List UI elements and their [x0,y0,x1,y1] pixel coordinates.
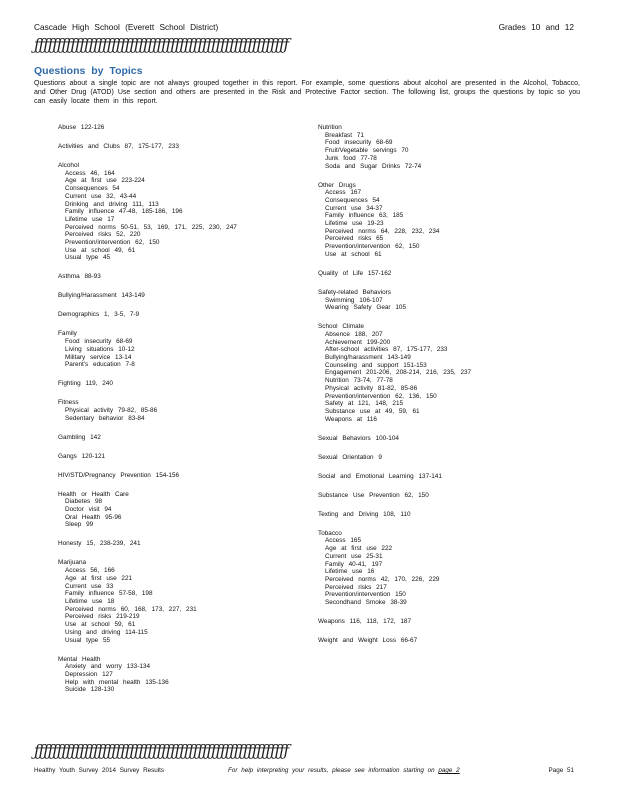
subtopic-item: Physical activity 79-82, 85-86 [65,406,158,414]
subtopic-item: Access 167 [325,189,362,197]
subtopic-item: Soda and Sugar Drinks 72-74 [325,162,422,170]
subtopic-item: Diabetes 98 [65,498,103,506]
topic-block [318,124,558,170]
subtopic-item: Consequences 54 [325,196,380,204]
topic-title: Quality of Life 157-162 [318,269,392,277]
topic-block [58,380,298,388]
subtopic-item: Perceived norms 64, 228, 232, 234 [325,227,440,235]
topic-title: Marijuana [58,559,87,567]
subtopic-item: Perceived norms 50-51, 53, 169, 171, 225, 230, 247 [65,223,237,231]
topic-block [318,323,558,423]
intro-paragraph: Questions about a single topic are not always grouped together in this report. For example, some questions about alcohol are presented in the Alcohol, Tobacco, and Other Drug (ATOD) Use section and others are presented in the Risk and Protective Factor section. The following list, groups the questions by topic so you can easily locate them in this report. [34,80,580,106]
subtopic-item: Counseling and support 151-153 [325,361,427,369]
topic-block [58,273,298,281]
subtopic-item: Lifetime use 16 [325,568,375,576]
topic-title: Fitness [58,399,79,407]
topic-title: Sexual Orientation 9 [318,453,382,461]
topic-title: Abuse 122-126 [58,124,105,131]
topic-title: Tobacco [318,529,342,537]
topic-title: Gambling 142 [58,433,101,441]
subtopic-item: Family influence 57-58, 198 [65,590,153,598]
subtopic-item: Achievement 199-200 [325,338,391,346]
subtopic-item: Access 46, 164 [65,169,115,177]
topic-title: Nutrition [318,124,342,131]
subtopic-item: Lifetime use 18 [65,597,115,605]
topic-block [318,492,558,500]
subtopic-item: Engagement 201-206, 208-214, 216, 235, 237 [325,369,472,377]
subtopic-item: Food insecurity 68-69 [65,338,133,346]
subtopic-item: Using and driving 114-115 [65,628,148,636]
subtopic-item: Sleep 99 [65,521,94,529]
subtopic-item: Help with mental health 135-136 [65,678,169,686]
topic-title: Substance Use Prevention 62, 150 [318,491,429,499]
subtopic-item: Age at first use 223-224 [65,177,145,185]
topic-block [58,399,298,422]
topic-title: Social and Emotional Learning 137-141 [318,472,442,480]
topic-block [58,472,298,480]
subtopic-item: Oral Health 95-96 [65,513,122,521]
decorative-rule-top: ƒƒƒƒƒƒƒƒƒƒƒƒƒƒƒƒƒƒƒƒƒƒƒƒƒƒƒƒƒƒƒƒƒƒƒƒƒƒƒƒƒƒƒƒƒƒƒƒƒƒƒƒƒƒƒƒ [34,36,289,54]
topic-block [58,491,298,530]
topic-block [318,270,558,278]
subtopic-item: Food insecurity 68-69 [325,139,393,147]
subtopic-item: Family influence 47-48, 185-186, 196 [65,208,183,216]
subtopic-item: Prevention/intervention 150 [325,591,406,599]
subtopic-item: Prevention/intervention 62, 150 [65,239,160,247]
topic-title: Weight and Weight Loss 66-67 [318,637,418,645]
topic-title: Demographics 1, 3-5, 7-9 [58,311,140,319]
topic-title: Bullying/Harassment 143-149 [58,292,145,300]
topic-title: Sexual Behaviors 100-104 [318,434,399,442]
topic-block [318,530,558,607]
subtopic-item: Breakfast 71 [325,131,364,139]
topic-block [318,289,558,312]
topic-block [318,511,558,519]
subtopic-item: Perceived risks 65 [325,235,384,243]
subtopic-item: Current use 33 [65,582,114,590]
subtopic-item: Access 56, 166 [65,567,115,575]
topic-block [58,143,298,151]
subtopic-item: Depression 127 [65,670,113,678]
subtopic-item: Lifetime use 17 [65,215,115,223]
subtopic-item: Perceived norms 60, 168, 173, 227, 231 [65,605,197,613]
subtopic-item: Prevention/intervention 62, 136, 150 [325,392,437,400]
subtopic-item: Sedentary behavior 83-84 [65,414,145,422]
subtopic-item: Age at first use 222 [325,545,393,553]
subtopic-item: Prevention/intervention 62, 150 [325,243,420,251]
subtopic-item: Wearing Safety Gear 105 [325,304,406,312]
topic-block [58,162,298,262]
subtopic-item: Current use 25-31 [325,552,383,560]
topic-title: Health or Health Care [58,490,129,498]
subtopic-item: Military service 13-14 [65,353,132,361]
subtopic-item: Perceived norms 42, 170, 226, 229 [325,575,440,583]
topic-block [58,434,298,442]
school-name: Cascade High School (Everett School District) [34,22,219,32]
subtopic-item: Substance use at 49, 59, 61 [325,407,420,415]
topic-title: Alcohol [58,162,79,169]
topic-block [318,473,558,481]
topic-block [318,435,558,443]
subtopic-item: Consequences 54 [65,185,120,193]
subtopic-item: Fruit/Vegetable servings 70 [325,147,409,155]
page-number: Page 51 [548,767,574,774]
topic-block [318,618,558,626]
topic-title: School Climate [318,323,364,331]
grades-label: Grades 10 and 12 [498,22,574,32]
topic-title: Gangs 120-121 [58,452,106,460]
topic-block [58,453,298,461]
subtopic-item: Access 165 [325,537,362,545]
subtopic-item: Swimming 106-107 [325,296,383,304]
topic-block [58,311,298,319]
decorative-rule-bottom: ƒƒƒƒƒƒƒƒƒƒƒƒƒƒƒƒƒƒƒƒƒƒƒƒƒƒƒƒƒƒƒƒƒƒƒƒƒƒƒƒƒƒƒƒƒƒƒƒƒƒƒƒƒƒƒƒ [34,742,289,760]
subtopic-item: Family 40-41, 197 [325,560,383,568]
subtopic-item: Age at first use 221 [65,574,133,582]
subtopic-item: Doctor visit 94 [65,506,112,514]
footer-help-text [228,767,460,774]
topic-title: HIV/STD/Pregnancy Prevention 154-156 [58,471,180,479]
footer-survey-title: Healthy Youth Survey 2014 Survey Results [34,767,165,774]
subtopic-item: Bullying/harassment 143-149 [325,354,411,362]
topic-title: Texting and Driving 108, 110 [318,510,411,518]
subtopic-item: Suicide 128-130 [65,686,115,694]
topic-block [58,330,298,369]
subtopic-item: Weapons at 116 [325,415,377,423]
subtopic-item: Parent's education 7-8 [65,361,135,369]
subtopic-item: Absence 188, 207 [325,330,383,338]
topic-title: Family [58,330,77,338]
topic-title: Asthma 88-93 [58,273,101,281]
footer-help-prefix: For help interpreting your results, please see information starting on [228,767,435,774]
subtopic-item: Nutrition 73-74, 77-78 [325,377,393,385]
subtopic-item: Current use 32, 43-44 [65,192,137,200]
topic-block [58,292,298,300]
subtopic-item: Use at school 59, 61 [65,621,136,629]
topic-title: Honesty 15, 238-239, 241 [58,540,141,548]
topic-title: Other Drugs [318,181,356,189]
topic-block [58,540,298,548]
subtopic-item: Family influence 63, 185 [325,212,404,220]
topic-title: Mental Health [58,655,101,663]
subtopic-item: Use at school 61 [325,250,382,258]
topic-title: Safety-related Behaviors [318,288,391,296]
subtopic-item: Anxiety and worry 133-134 [65,663,151,671]
topic-title: Activities and Clubs 87, 175-177, 233 [58,143,179,150]
subtopic-item: Use at school 49, 61 [65,246,136,254]
subtopic-item: Usual type 45 [65,254,111,262]
topic-block [318,454,558,462]
topic-block [318,182,558,259]
topic-block [318,637,558,645]
section-title: Questions by Topics [34,65,143,77]
subtopic-item: Drinking and driving 111, 113 [65,200,159,208]
topic-title: Weapons 116, 118, 172, 187 [318,618,412,626]
subtopic-item: Safety at 121, 148, 215 [325,400,404,408]
subtopic-item: Perceived risks 219-219 [65,613,140,621]
topic-column-left [58,124,298,705]
subtopic-item: Perceived risks 52, 220 [65,231,141,239]
subtopic-item: Junk food 77-78 [325,154,377,162]
topic-block [58,656,298,695]
subtopic-item: Usual type 55 [65,636,111,644]
topic-block [58,124,298,132]
topic-block [58,559,298,644]
topic-column-right [318,124,558,656]
subtopic-item: Perceived risks 217 [325,583,387,591]
subtopic-item: After-school activities 87, 175-177, 233 [325,346,448,354]
page-2-link[interactable]: page 2 [438,767,460,774]
subtopic-item: Current use 34-37 [325,204,383,212]
topic-title: Fighting 119, 240 [58,380,113,388]
subtopic-item: Secondhand Smoke 38-39 [325,599,407,607]
subtopic-item: Physical activity 81-82, 85-86 [325,384,418,392]
subtopic-item: Living situations 10-12 [65,345,135,353]
subtopic-item: Lifetime use 19-23 [325,220,384,228]
